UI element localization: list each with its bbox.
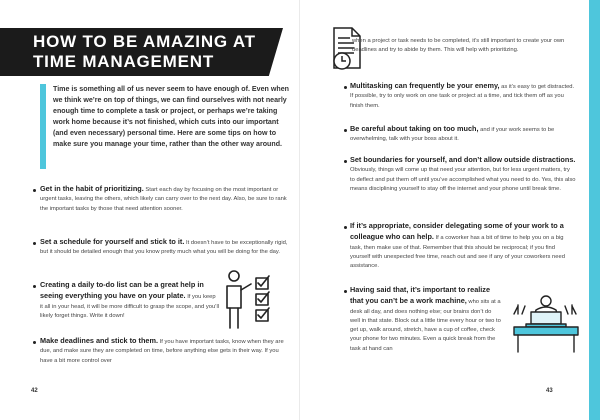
intro-paragraph: Time is something all of us never seem to have enough of. Even when we think we’re on top of things, we can find ourselves with not nearly enough time to complete a task or project, or perhaps we’re taking work home because it’s not finished, which cuts into our important (and even necessary) personal time. Here are some tips on how to make sure you manage your time, rather than the other way around.: [53, 85, 289, 149]
page-number-left: 42: [31, 388, 38, 394]
tip-lead: Creating a daily to-do list can be a great help in seeing everything you have on your plate.: [40, 280, 204, 301]
tip-lead: If it’s appropriate, consider delegating some of your work to a colleague who can help.: [350, 221, 564, 242]
page-title: HOW TO BE AMAZING AT TIME MANAGEMENT: [33, 32, 256, 71]
tip-lead: Set a schedule for yourself and stick to it.: [40, 237, 185, 246]
tip-item: [350, 81, 576, 111]
checklist-person-icon: [224, 268, 280, 336]
continued-text: [352, 37, 574, 56]
right-page: [300, 0, 600, 420]
tip-body: If you have important tasks, know when they are due, and make sure they are completed on time, before anything else gets in their way. If you have a bit more control over: [40, 339, 284, 364]
tip-item: [40, 184, 290, 214]
tip-lead: Get in the habit of prioritizing.: [40, 184, 144, 193]
tip-body: Obviously, things will come up that need your attention, but for less urgent matters, try to deflect and put them off until you’ve accomplished what you need to do. Yes, this also means disciplining yourself to stay off the internet and your phone until break time.: [350, 167, 576, 192]
tip-item: [350, 285, 502, 354]
tip-body: as it’s easy to get distracted. If possible, try to only work on one task or project at a time, and tick them off as you finish them.: [350, 84, 575, 109]
tip-body: and if your work seems to be overwhelming, talk with your boss about it.: [350, 127, 555, 143]
edge-accent-strip: [589, 0, 600, 420]
tip-lead: Make deadlines and stick to them.: [40, 336, 159, 345]
tip-body: It doesn’t have to be exceptionally rigid, but it should be detailed enough that you know pretty much what you will be doing for the day.: [40, 240, 288, 256]
bullet-marker: [344, 129, 347, 132]
bullet-marker: [33, 341, 36, 344]
bullet-marker: [33, 285, 36, 288]
page-number-right: 43: [546, 388, 553, 394]
tip-lead: Multitasking can frequently be your enemy,: [350, 81, 500, 90]
bullet-marker: [344, 290, 347, 293]
tip-item: [350, 221, 576, 271]
tip-item: [40, 280, 220, 321]
tip-body: If you keep it all in your head, it will be more difficult to grasp the scope, and you’ll likely forget things. Write it down!: [40, 294, 220, 319]
bullet-marker: [344, 160, 347, 163]
tip-item: [350, 124, 576, 145]
tip-body: If a coworker has a bit of time to help you on a big task, then make use of that. Remember that this should be reciprocal; if you find yourself with unexpected free time, reach out and see if any of your coworkers need assistance.: [350, 235, 565, 270]
tip-item: [350, 155, 576, 194]
tip-body: who sits at a desk all day, and does nothing else; our brains don’t do well in that state. Block out a little time every hour or two to get up, walk around, stretch, have a cup of coffee, check your phone for two minutes. Even a quick break from the task at hand can: [350, 299, 501, 352]
bullet-marker: [33, 242, 36, 245]
bullet-marker: [33, 189, 36, 192]
tip-lead: Having said that, it’s important to realize that you can’t be a work machine,: [350, 285, 491, 306]
tip-item: [40, 336, 290, 366]
continued-body: when a project or task needs to be completed, it’s still important to create your own deadlines and try to abide by them. This will help with prioritizing.: [352, 38, 565, 54]
tip-lead: Be careful about taking on too much,: [350, 124, 479, 133]
person-at-laptop-icon: [506, 292, 586, 354]
tip-item: [40, 237, 290, 258]
bullet-marker: [344, 226, 347, 229]
bullet-marker: [344, 86, 347, 89]
tip-body: Start each day by focusing on the most important or urgent tasks, leaving the others, which likely can carry over to the next day. Also, be sure to rank the important tasks by those that need attention sooner.: [40, 187, 287, 212]
intro-accent-bar: [40, 84, 46, 169]
tip-lead: Set boundaries for yourself, and don’t allow outside distractions.: [350, 155, 576, 164]
